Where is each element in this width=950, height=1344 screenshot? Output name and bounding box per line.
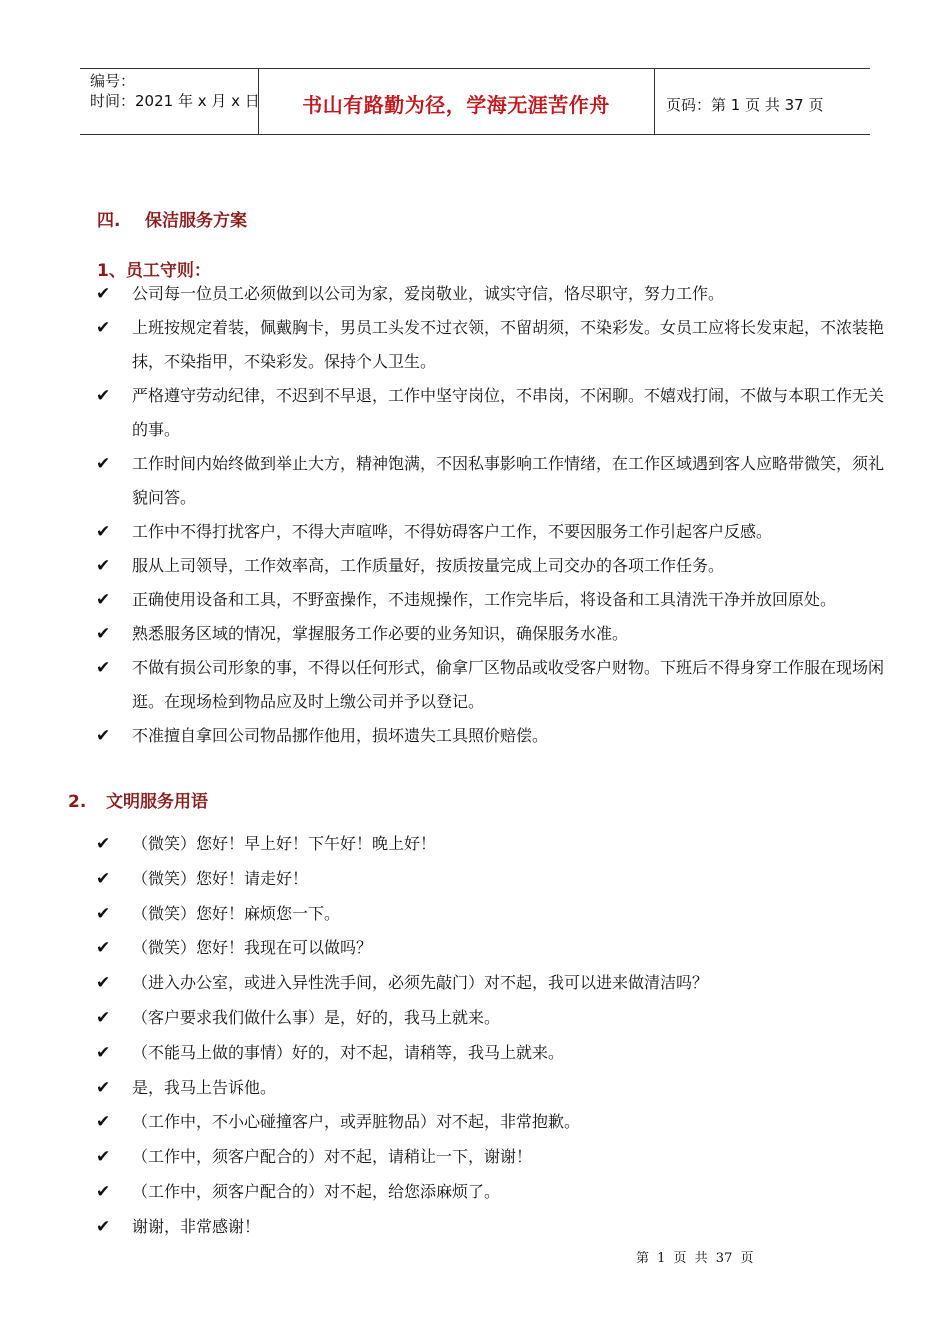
checkmark-icon: ✔ <box>96 284 111 304</box>
checkmark-icon: ✔ <box>96 1216 111 1237</box>
list-item-text: 工作时间内始终做到举止大方，精神饱满，不因私事影响工作情绪，在工作区域遇到客人应略带微笑，须礼貌问答。 <box>132 454 885 507</box>
header-number-label: 编号： <box>90 72 136 90</box>
list-item-text: 谢谢，非常感谢！ <box>132 1216 261 1236</box>
list-item-text: （微笑）您好！请走好！ <box>132 868 309 888</box>
list-item <box>96 897 896 932</box>
checkmark-icon: ✔ <box>96 1181 111 1202</box>
checkmark-icon: ✔ <box>96 903 111 924</box>
list-item-text: （微笑）您好！我现在可以做吗？ <box>132 938 373 958</box>
checkmark-icon: ✔ <box>96 658 111 678</box>
list-item-text: （微笑）您好！早上好！下午好！晚上好！ <box>132 834 437 853</box>
checkmark-icon: ✔ <box>96 1147 111 1168</box>
checkmark-icon: ✔ <box>96 938 111 959</box>
list-item <box>96 827 896 862</box>
list-item-text: （工作中，不小心碰撞客户，或弄脏物品）对不起，非常抱歉。 <box>132 1112 581 1132</box>
section2-number: 2. <box>68 792 87 812</box>
list-item <box>96 277 896 311</box>
service-phrases-list <box>96 827 896 1245</box>
page-footer: 第 1 页 共 37 页 <box>636 1251 754 1266</box>
list-item-text: （进入办公室，或进入异性洗手间，必须先敲门）对不起，我可以进来做清洁吗？ <box>132 973 709 993</box>
list-item <box>96 447 896 515</box>
header-meta <box>90 71 260 111</box>
list-item <box>96 1140 896 1175</box>
checkmark-icon: ✔ <box>96 318 111 338</box>
list-item-text: 严格遵守劳动纪律，不迟到不早退，工作中坚守岗位，不串岗，不闲聊。不嬉戏打闹，不做与本职工作无关的事。 <box>132 386 885 439</box>
list-item-text: 服从上司领导，工作效率高，工作质量好，按质按量完成上司交办的各项工作任务。 <box>132 556 725 575</box>
checkmark-icon: ✔ <box>96 1042 111 1063</box>
list-item-text: 不准擅自拿回公司物品挪作他用，损坏遗失工具照价赔偿。 <box>132 726 549 745</box>
checkmark-icon: ✔ <box>96 556 111 576</box>
list-item <box>96 583 896 617</box>
list-item-text: （工作中，须客户配合的）对不起，给您添麻烦了。 <box>132 1181 501 1201</box>
list-item-text: 公司每一位员工必须做到以公司为家，爱岗敬业，诚实守信，恪尽职守，努力工作。 <box>132 284 725 303</box>
header-motto: 书山有路勤为径，学海无涯苦作舟 <box>302 93 610 117</box>
header-page-label: 页码：第 1 页 共 37 页 <box>666 96 824 114</box>
checkmark-icon: ✔ <box>96 726 111 746</box>
list-item-text: 工作中不得打扰客户，不得大声喧哗，不得妨碍客户工作，不要因服务工作引起客户反感。 <box>132 522 773 541</box>
checkmark-icon: ✔ <box>96 386 111 406</box>
list-item <box>96 1210 896 1245</box>
list-item <box>96 1105 896 1140</box>
list-item <box>96 311 896 379</box>
list-item <box>96 1071 896 1106</box>
checkmark-icon: ✔ <box>96 624 111 644</box>
list-item-text: 是，我马上告诉他。 <box>132 1077 277 1097</box>
checkmark-icon: ✔ <box>96 1077 111 1098</box>
page-header <box>80 68 870 135</box>
list-item <box>96 1001 896 1036</box>
checkmark-icon: ✔ <box>96 834 111 854</box>
checkmark-icon: ✔ <box>96 454 111 474</box>
section2-heading <box>68 787 208 812</box>
list-item <box>96 379 896 447</box>
checkmark-icon: ✔ <box>96 868 111 889</box>
section2-title: 文明服务用语 <box>106 792 208 812</box>
checkmark-icon: ✔ <box>96 1112 111 1133</box>
list-item <box>96 966 896 1001</box>
header-time-label: 时间：2021 年 x 月 x 日 <box>90 92 260 110</box>
list-item <box>96 651 896 719</box>
list-item <box>96 719 896 753</box>
list-item <box>96 617 896 651</box>
checkmark-icon: ✔ <box>96 973 111 994</box>
list-item-text: （不能马上做的事情）好的，对不起，请稍等，我马上就来。 <box>132 1042 565 1062</box>
list-item <box>96 1036 896 1071</box>
list-item-text: 不做有损公司形象的事，不得以任何形式，偷拿厂区物品或收受客户财物。下班后不得身穿工作服在现场闲逛。在现场检到物品应及时上缴公司并予以登记。 <box>132 658 885 711</box>
section1-heading: 1、员工守则： <box>97 261 211 281</box>
section-main-heading <box>97 206 247 231</box>
header-divider <box>654 69 655 134</box>
list-item <box>96 549 896 583</box>
list-item <box>96 862 896 897</box>
list-item-text: （客户要求我们做什么事）是，好的，我马上就来。 <box>132 1007 501 1027</box>
list-item <box>96 1175 896 1210</box>
section-main-title: 保洁服务方案 <box>145 211 247 231</box>
checkmark-icon: ✔ <box>96 590 111 610</box>
employee-rules-list <box>96 277 896 753</box>
checkmark-icon: ✔ <box>96 522 111 542</box>
section-main-number: 四. <box>97 211 121 231</box>
list-item <box>96 515 896 549</box>
list-item <box>96 931 896 966</box>
list-item-text: （微笑）您好！麻烦您一下。 <box>132 903 341 923</box>
checkmark-icon: ✔ <box>96 1007 111 1028</box>
list-item-text: 上班按规定着装，佩戴胸卡，男员工头发不过衣领，不留胡须，不染彩发。女员工应将长发束起，不浓装艳抹，不染指甲，不染彩发。保持个人卫生。 <box>132 318 885 371</box>
list-item-text: 正确使用设备和工具，不野蛮操作，不违规操作，工作完毕后，将设备和工具清洗干净并放回原处。 <box>132 590 837 609</box>
list-item-text: （工作中，须客户配合的）对不起，请稍让一下，谢谢！ <box>132 1147 533 1167</box>
list-item-text: 熟悉服务区域的情况，掌握服务工作必要的业务知识，确保服务水准。 <box>132 624 629 643</box>
